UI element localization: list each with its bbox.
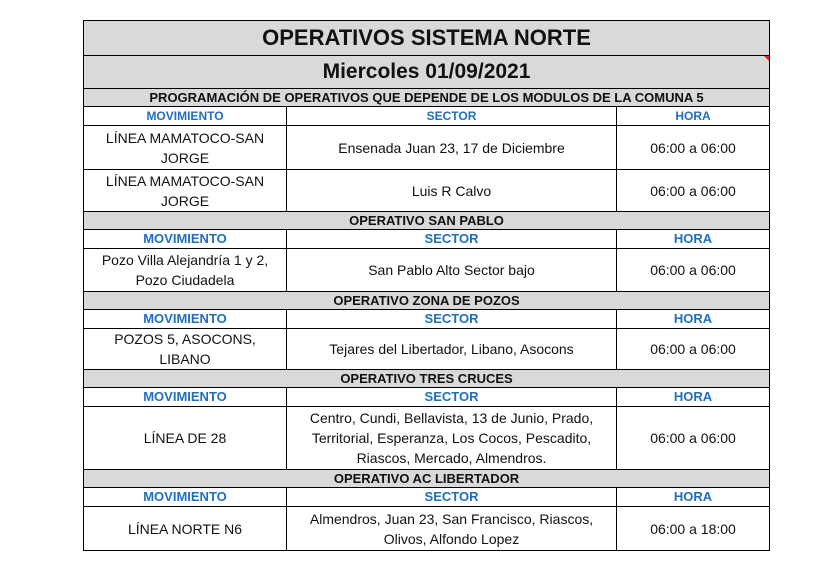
cell-hora: 06:00 a 06:00 [617,170,770,212]
cell-hora: 06:00 a 06:00 [617,329,770,370]
table-row [84,170,770,212]
cell-sector: Tejares del Libertador, Libano, Asocons [287,329,617,370]
cell-sector: Almendros, Juan 23, San Francisco, Riascos, Olivos, Alfondo Lopez [287,507,617,551]
table-row [84,507,770,551]
cell-sector: Luis R Calvo [287,170,617,212]
cell-sector: Ensenada Juan 23, 17 de Diciembre [287,126,617,170]
cell-hora: 06:00 a 18:00 [617,507,770,551]
section-title: OPERATIVO ZONA DE POZOS [84,292,770,310]
sheet-date-text: Miercoles 01/09/2021 [322,60,531,83]
cell-sector: Centro, Cundi, Bellavista, 13 de Junio, Prado, Territorial, Esperanza, Los Cocos, Pescadito, Riascos, Mercado, Almendros. [287,407,617,470]
header-hora: HORA [617,488,770,507]
header-sector: SECTOR [287,230,617,249]
section-title: OPERATIVO TRES CRUCES [84,370,770,388]
cell-hora: 06:00 a 06:00 [617,249,770,292]
table-row [84,249,770,292]
cell-movimiento: LÍNEA DE 28 [84,407,287,470]
cell-hora: 06:00 a 06:00 [617,126,770,170]
cell-hora: 06:00 a 06:00 [617,407,770,470]
header-hora: HORA [617,388,770,407]
header-sector: SECTOR [287,388,617,407]
cell-movimiento: LÍNEA MAMATOCO-SAN JORGE [84,170,287,212]
sheet-date [84,56,770,89]
header-movimiento: MOVIMIENTO [84,488,287,507]
cell-movimiento: POZOS 5, ASOCONS, LIBANO [84,329,287,370]
section-title: OPERATIVO AC LIBERTADOR [84,470,770,488]
header-sector: SECTOR [287,107,617,126]
header-movimiento: MOVIMIENTO [84,107,287,126]
header-sector: SECTOR [287,310,617,329]
section-title: PROGRAMACIÓN DE OPERATIVOS QUE DEPENDE DE LOS MODULOS DE LA COMUNA 5 [84,89,770,107]
header-movimiento: MOVIMIENTO [84,310,287,329]
cell-movimiento: Pozo Villa Alejandría 1 y 2, Pozo Ciudadela [84,249,287,292]
comment-indicator-icon [764,56,770,62]
operativos-table [83,20,770,551]
cell-movimiento: LÍNEA MAMATOCO-SAN JORGE [84,126,287,170]
cell-movimiento: LÍNEA NORTE N6 [84,507,287,551]
header-movimiento: MOVIMIENTO [84,230,287,249]
header-sector: SECTOR [287,488,617,507]
sheet-title: OPERATIVOS SISTEMA NORTE [84,21,770,56]
header-hora: HORA [617,310,770,329]
table-row [84,126,770,170]
section-title: OPERATIVO SAN PABLO [84,212,770,230]
header-movimiento: MOVIMIENTO [84,388,287,407]
cell-sector: San Pablo Alto Sector bajo [287,249,617,292]
table-row [84,407,770,470]
table-row [84,329,770,370]
header-hora: HORA [617,230,770,249]
header-hora: HORA [617,107,770,126]
